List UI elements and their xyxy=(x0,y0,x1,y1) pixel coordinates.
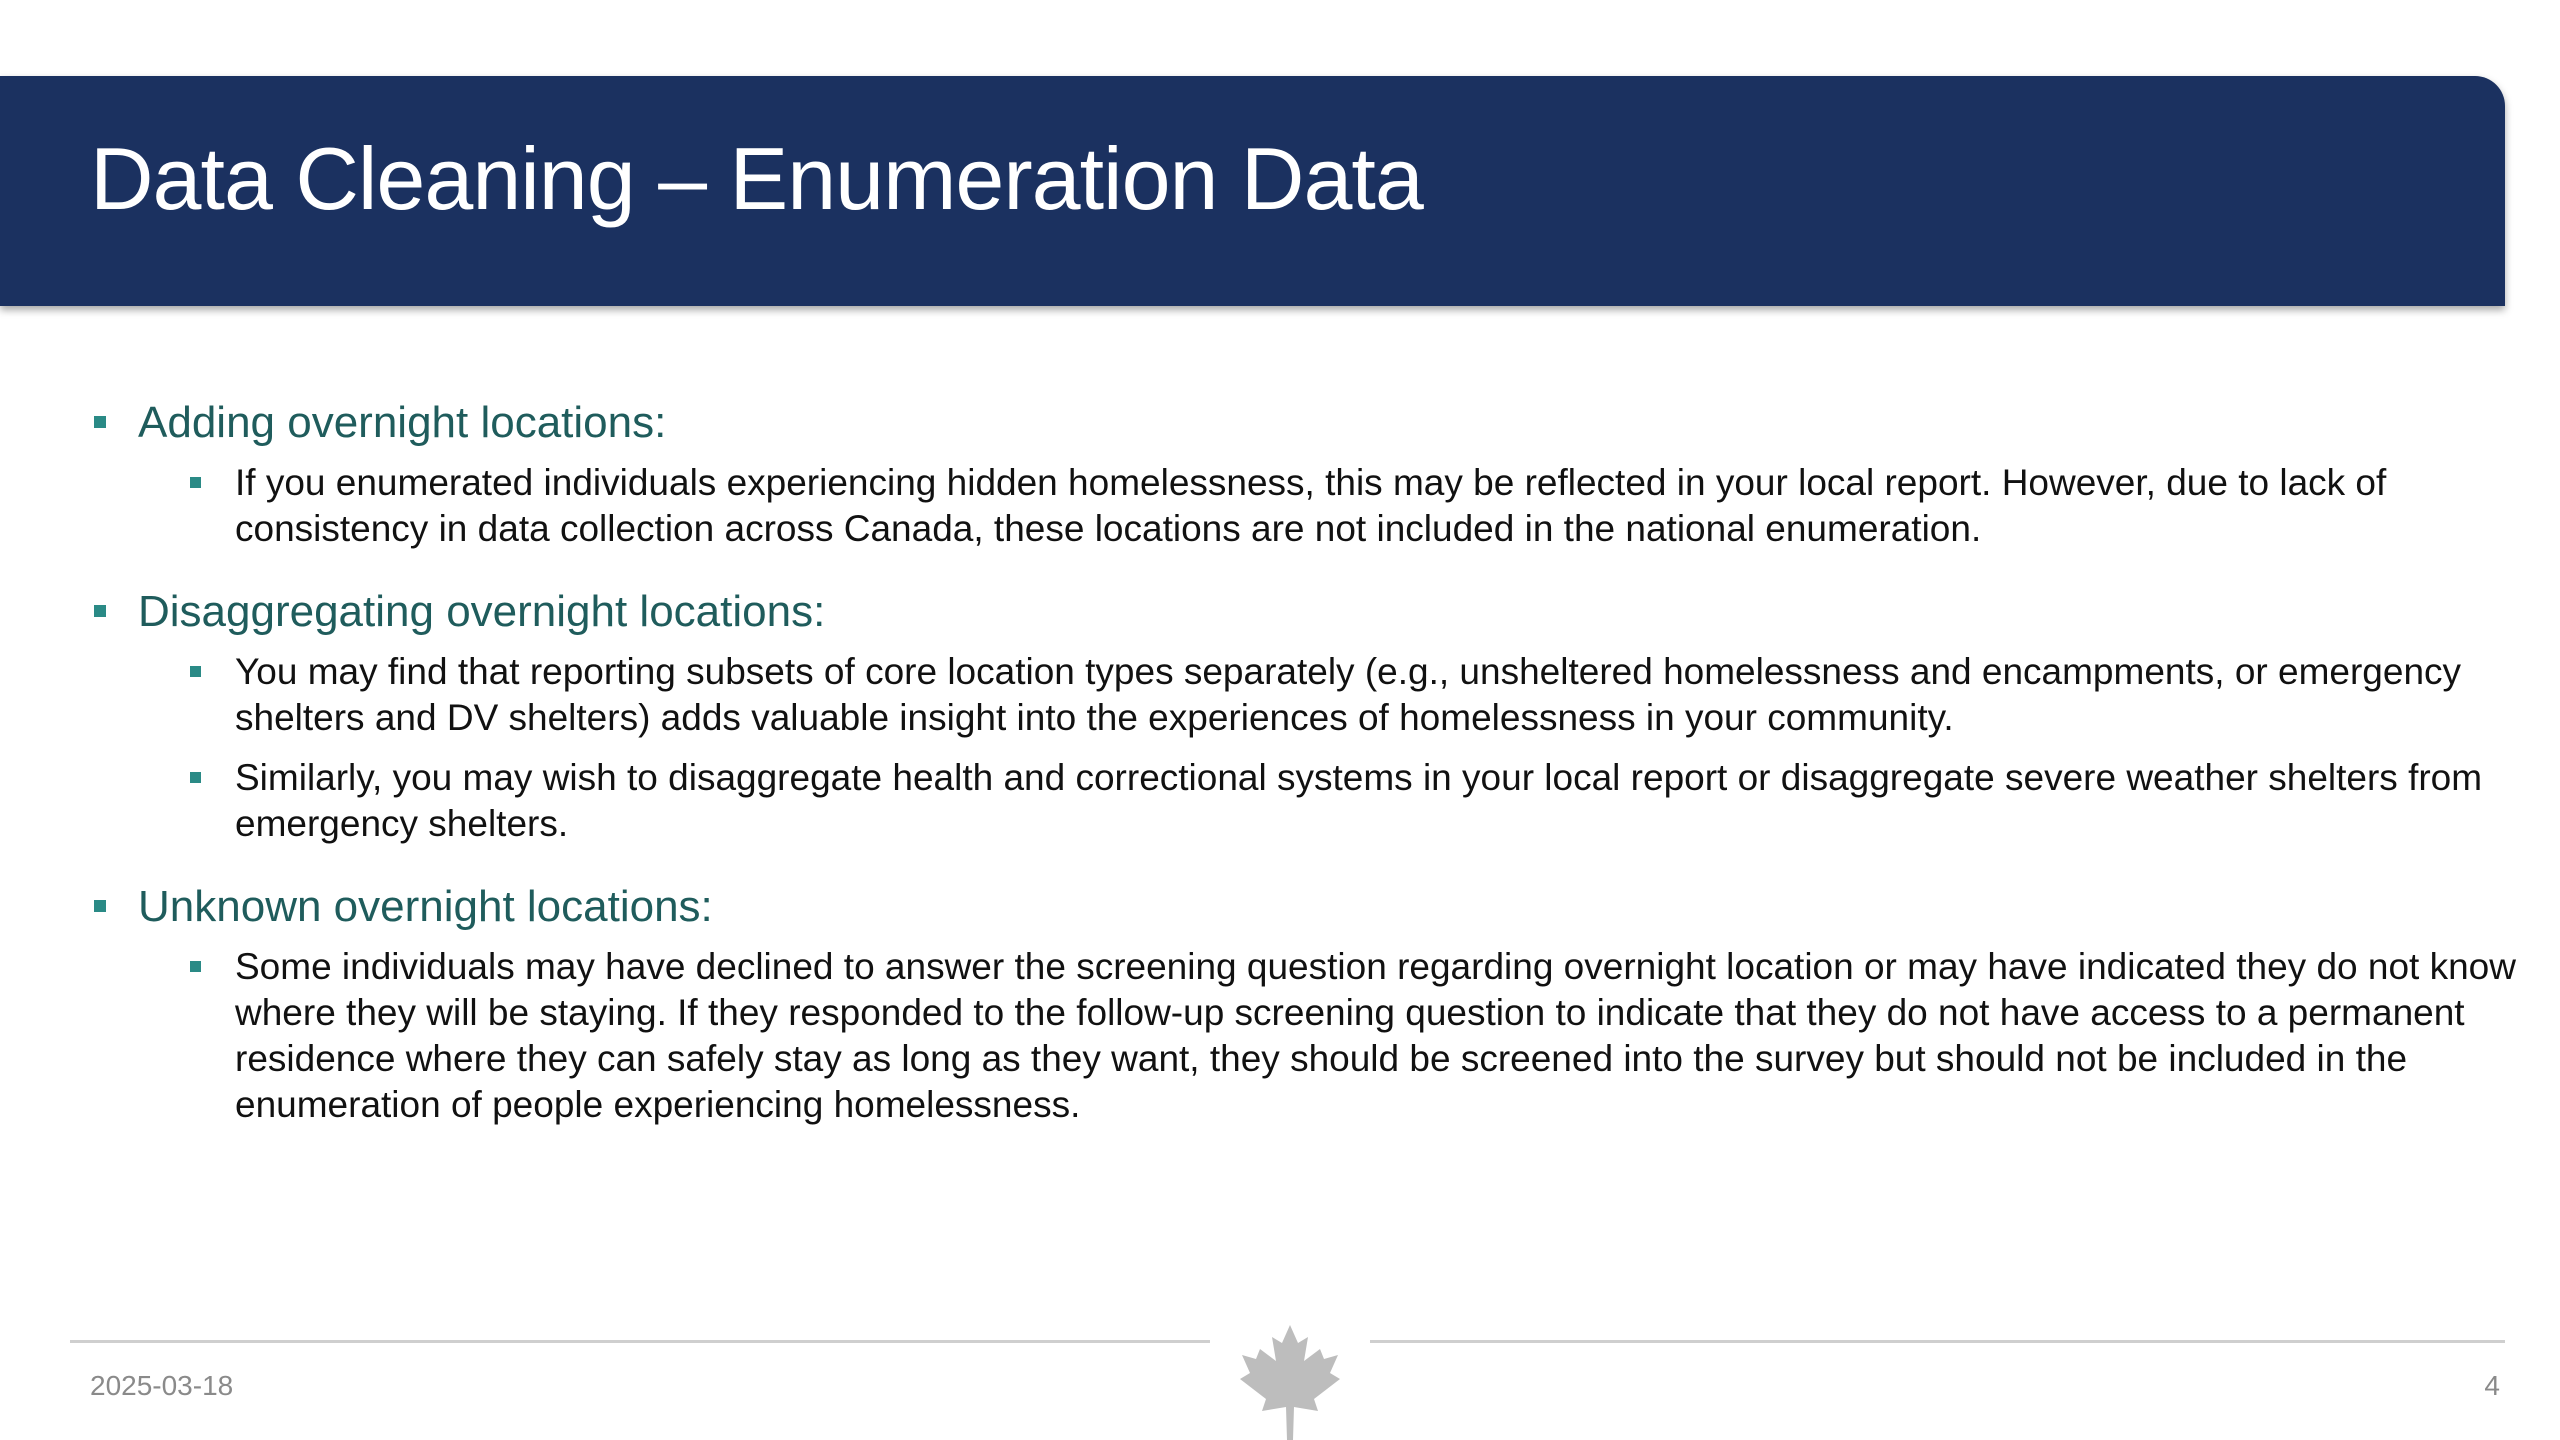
bullet-item xyxy=(235,649,2560,741)
footer-divider-left xyxy=(70,1340,1210,1343)
maple-leaf-icon xyxy=(1240,1325,1340,1440)
bullet-item-text: Similarly, you may wish to disaggregate health and correctional systems in your local report or disaggregate severe weather shelters from emergency shelters. xyxy=(235,757,2483,844)
section-heading-unknown xyxy=(90,882,2490,932)
bullet-item-text: Some individuals may have declined to answer the screening question regarding overnight location or may have indicated they do not know where they will be staying. If they responded to the follow-up screening question to indicate that they do not have access to a permanent residence where they can safely stay as long as they want, they should be screened into the survey but should not be included in the enumeration of people experiencing homelessness. xyxy=(235,946,2516,1125)
slide-content xyxy=(90,398,2516,1128)
section-heading-text: Unknown overnight locations: xyxy=(138,882,713,931)
square-bullet-icon xyxy=(190,772,201,783)
bullet-item xyxy=(235,755,2560,847)
square-bullet-icon xyxy=(94,900,106,912)
bullet-item xyxy=(235,944,2560,1128)
section-heading-adding xyxy=(90,398,2490,448)
bullet-item-text: If you enumerated individuals experiencing hidden homelessness, this may be reflected in your local report. However, due to lack of consistency in data collection across Canada, these locations are not included in the national enumeration. xyxy=(235,462,2387,549)
footer-divider-right xyxy=(1370,1340,2505,1343)
square-bullet-icon xyxy=(190,666,201,677)
slide-title: Data Cleaning – Enumeration Data xyxy=(90,129,1423,228)
page-number: 4 xyxy=(2484,1370,2500,1401)
square-bullet-icon xyxy=(190,961,201,972)
bullet-item xyxy=(235,460,2560,552)
square-bullet-icon xyxy=(94,416,106,428)
square-bullet-icon xyxy=(94,605,106,617)
section-heading-text: Adding overnight locations: xyxy=(138,398,667,447)
footer-date: 2025-03-18 xyxy=(90,1370,234,1401)
section-heading-text: Disaggregating overnight locations: xyxy=(138,587,826,636)
square-bullet-icon xyxy=(190,477,201,488)
bullet-item-text: You may find that reporting subsets of core location types separately (e.g., unsheltered homelessness and encampments, or emergency shelters and DV shelters) adds valuable insight into the experiences of homelessness in your community. xyxy=(235,651,2462,738)
section-heading-disaggregating xyxy=(90,587,2490,637)
